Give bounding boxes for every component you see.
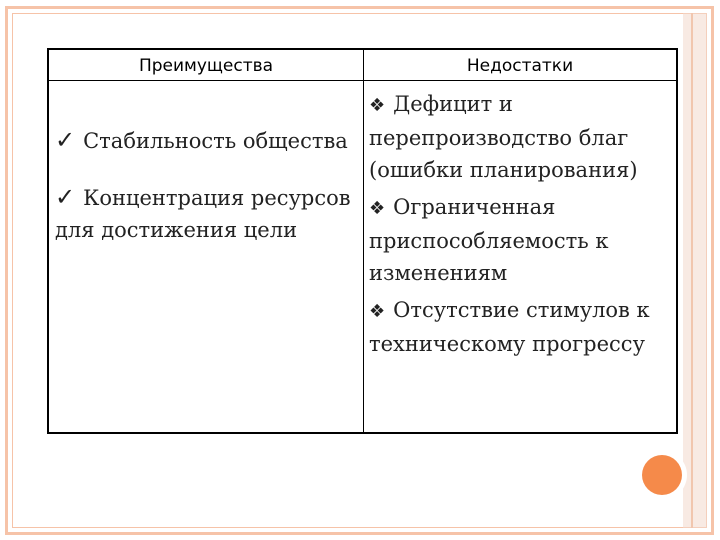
header-advantages: Преимущества	[138, 56, 274, 76]
disadvantage-item	[369, 294, 675, 360]
four-diamond-bullet-icon: ❖	[369, 198, 386, 219]
checkmark-icon: ✓	[55, 126, 76, 154]
accent-circle	[642, 455, 682, 495]
header-disadvantages: Недостатки	[466, 56, 574, 76]
advantage-text: Концентрация ресурсов для достижения цели	[55, 186, 351, 242]
advantage-item	[55, 181, 355, 246]
comparison-table	[47, 48, 678, 434]
slide-side-line	[691, 13, 693, 528]
column-divider	[363, 50, 364, 432]
advantage-item	[55, 124, 355, 157]
advantage-text: Стабильность общества	[83, 129, 348, 153]
slide-side-band	[683, 13, 707, 528]
disadvantage-item	[369, 191, 675, 289]
disadvantage-item	[369, 88, 675, 186]
disadvantage-text: Дефицит и перепроизводство благ (ошибки планирования)	[369, 92, 638, 182]
advantages-column	[55, 124, 355, 270]
four-diamond-bullet-icon: ❖	[369, 301, 386, 322]
four-diamond-bullet-icon: ❖	[369, 95, 386, 116]
disadvantages-column	[369, 88, 675, 365]
checkmark-icon: ✓	[55, 183, 76, 211]
disadvantage-text: Ограниченная приспособляемость к изменениям	[369, 195, 609, 285]
disadvantage-text: Отсутствие стимулов к техническому прогрессу	[369, 298, 650, 356]
header-divider	[49, 80, 676, 81]
